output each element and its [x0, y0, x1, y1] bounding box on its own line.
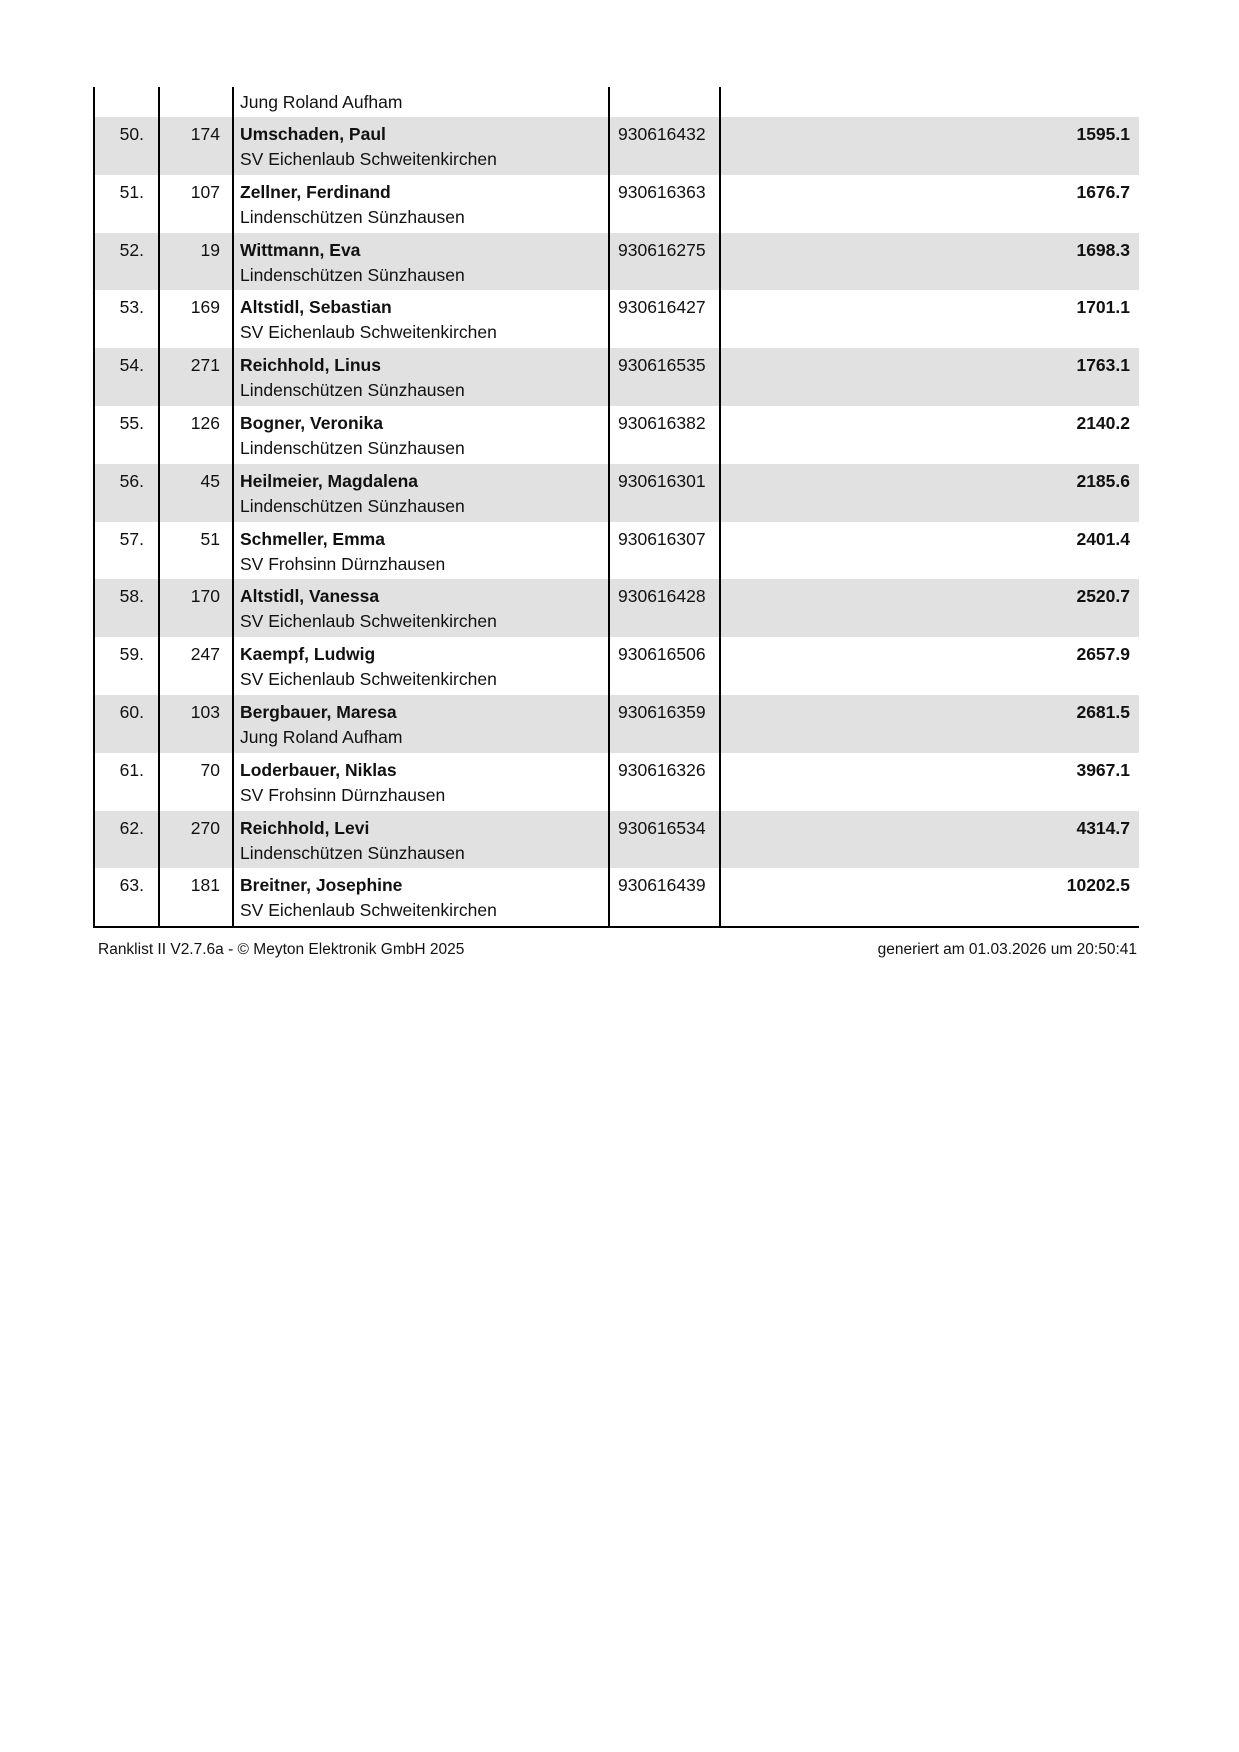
footer: [93, 939, 1137, 960]
rank-cell: 63.: [95, 868, 160, 926]
shooter-cell: [234, 87, 610, 117]
partial-row: [93, 87, 1139, 117]
shooter-name: Heilmeier, Magdalena: [240, 470, 418, 491]
rank-cell: 55.: [95, 406, 160, 464]
shooter-club: Jung Roland Aufham: [240, 92, 403, 112]
score-cell: 1595.1: [721, 117, 1139, 175]
shooter-id-cell: 930616307: [610, 522, 721, 580]
table-row: [93, 579, 1139, 637]
shooter-id-cell: 930616432: [610, 117, 721, 175]
rank-cell: 56.: [95, 464, 160, 522]
table-row: [93, 695, 1139, 753]
shooter-cell: [234, 290, 610, 348]
shooter-id-cell: 930616363: [610, 175, 721, 233]
shooter-id-cell: 930616301: [610, 464, 721, 522]
shooter-name: Wittmann, Eva: [240, 239, 361, 260]
table-row: [93, 290, 1139, 348]
shooter-club: SV Frohsinn Dürnzhausen: [240, 553, 446, 574]
shooter-id-cell: [610, 87, 721, 117]
shooter-cell: [234, 579, 610, 637]
shooter-club: SV Eichenlaub Schweitenkirchen: [240, 149, 497, 169]
shooter-cell: [234, 406, 610, 464]
rank-cell: 53.: [95, 290, 160, 348]
shooter-cell: [234, 522, 610, 580]
shooter-name: Schmeller, Emma: [240, 528, 385, 549]
score-cell: 2520.7: [721, 579, 1139, 637]
shooter-cell: [234, 753, 610, 811]
start-number-cell: 126: [160, 406, 234, 464]
shooter-club: Lindenschützen Sünzhausen: [240, 437, 465, 458]
table-row: [93, 811, 1139, 869]
table-row: [93, 753, 1139, 811]
table-row: [93, 464, 1139, 522]
start-number-cell: 270: [160, 811, 234, 869]
start-number-cell: [160, 87, 234, 117]
shooter-cell: [234, 868, 610, 926]
shooter-cell: [234, 233, 610, 291]
shooter-club: SV Eichenlaub Schweitenkirchen: [240, 322, 497, 343]
score-cell: 1701.1: [721, 290, 1139, 348]
shooter-id-cell: 930616534: [610, 811, 721, 869]
footer-version: Ranklist II V2.7.6a - © Meyton Elektronik GmbH 2025: [98, 941, 465, 958]
shooter-id-cell: 930616506: [610, 637, 721, 695]
shooter-club: SV Eichenlaub Schweitenkirchen: [240, 900, 497, 921]
score-cell: 1676.7: [721, 175, 1139, 233]
shooter-id-cell: 930616275: [610, 233, 721, 291]
shooter-name: Altstidl, Sebastian: [240, 297, 392, 318]
table-row: [93, 117, 1139, 175]
shooter-name: Reichhold, Linus: [240, 355, 381, 376]
rank-cell: [95, 87, 160, 117]
shooter-name: Kaempf, Ludwig: [240, 644, 376, 665]
shooter-name: Reichhold, Levi: [240, 817, 370, 838]
rank-cell: 50.: [95, 117, 160, 175]
shooter-id-cell: 930616428: [610, 579, 721, 637]
score-cell: 1763.1: [721, 348, 1139, 406]
score-cell: 1698.3: [721, 233, 1139, 291]
shooter-club: Lindenschützen Sünzhausen: [240, 206, 465, 227]
start-number-cell: 247: [160, 637, 234, 695]
score-cell: [721, 87, 1139, 117]
table-row: [93, 233, 1139, 291]
start-number-cell: 271: [160, 348, 234, 406]
rank-cell: 59.: [95, 637, 160, 695]
shooter-id-cell: 930616439: [610, 868, 721, 926]
ranklist-table: [93, 87, 1139, 928]
table-row: [93, 522, 1139, 580]
start-number-cell: 70: [160, 753, 234, 811]
shooter-id-cell: 930616326: [610, 753, 721, 811]
shooter-name: Altstidl, Vanessa: [240, 586, 380, 607]
shooter-name: Bogner, Veronika: [240, 412, 383, 433]
shooter-name: Bergbauer, Maresa: [240, 701, 397, 722]
table-row: [93, 637, 1139, 695]
shooter-cell: [234, 464, 610, 522]
rank-cell: 61.: [95, 753, 160, 811]
rank-cell: 57.: [95, 522, 160, 580]
score-cell: 2140.2: [721, 406, 1139, 464]
score-cell: 4314.7: [721, 811, 1139, 869]
shooter-id-cell: 930616382: [610, 406, 721, 464]
start-number-cell: 103: [160, 695, 234, 753]
rank-cell: 54.: [95, 348, 160, 406]
rank-cell: 60.: [95, 695, 160, 753]
start-number-cell: 51: [160, 522, 234, 580]
score-cell: 10202.5: [721, 868, 1139, 926]
shooter-club: SV Eichenlaub Schweitenkirchen: [240, 611, 497, 632]
shooter-name: Breitner, Josephine: [240, 875, 403, 896]
start-number-cell: 174: [160, 117, 234, 175]
shooter-club: Lindenschützen Sünzhausen: [240, 264, 465, 285]
shooter-name: Zellner, Ferdinand: [240, 181, 391, 202]
shooter-id-cell: 930616359: [610, 695, 721, 753]
shooter-club: Jung Roland Aufham: [240, 726, 403, 747]
shooter-cell: [234, 117, 610, 175]
shooter-id-cell: 930616427: [610, 290, 721, 348]
start-number-cell: 170: [160, 579, 234, 637]
score-cell: 3967.1: [721, 753, 1139, 811]
shooter-cell: [234, 637, 610, 695]
start-number-cell: 181: [160, 868, 234, 926]
footer-generated: generiert am 01.03.2026 um 20:50:41: [877, 941, 1137, 958]
table-rows: [93, 117, 1139, 926]
score-cell: 2401.4: [721, 522, 1139, 580]
start-number-cell: 107: [160, 175, 234, 233]
shooter-cell: [234, 175, 610, 233]
shooter-cell: [234, 811, 610, 869]
rank-cell: 58.: [95, 579, 160, 637]
table-row: [93, 175, 1139, 233]
shooter-cell: [234, 695, 610, 753]
shooter-name: Umschaden, Paul: [240, 124, 386, 144]
shooter-cell: [234, 348, 610, 406]
score-cell: 2185.6: [721, 464, 1139, 522]
rank-cell: 62.: [95, 811, 160, 869]
shooter-club: Lindenschützen Sünzhausen: [240, 495, 465, 516]
table-row: [93, 406, 1139, 464]
shooter-name: Loderbauer, Niklas: [240, 759, 397, 780]
table-row: [93, 348, 1139, 406]
shooter-club: SV Frohsinn Dürnzhausen: [240, 784, 446, 805]
shooter-club: Lindenschützen Sünzhausen: [240, 380, 465, 401]
shooter-club: SV Eichenlaub Schweitenkirchen: [240, 669, 497, 690]
start-number-cell: 169: [160, 290, 234, 348]
start-number-cell: 45: [160, 464, 234, 522]
rank-cell: 51.: [95, 175, 160, 233]
rank-cell: 52.: [95, 233, 160, 291]
score-cell: 2681.5: [721, 695, 1139, 753]
score-cell: 2657.9: [721, 637, 1139, 695]
shooter-id-cell: 930616535: [610, 348, 721, 406]
start-number-cell: 19: [160, 233, 234, 291]
shooter-club: Lindenschützen Sünzhausen: [240, 842, 465, 863]
table-row: [93, 868, 1139, 926]
